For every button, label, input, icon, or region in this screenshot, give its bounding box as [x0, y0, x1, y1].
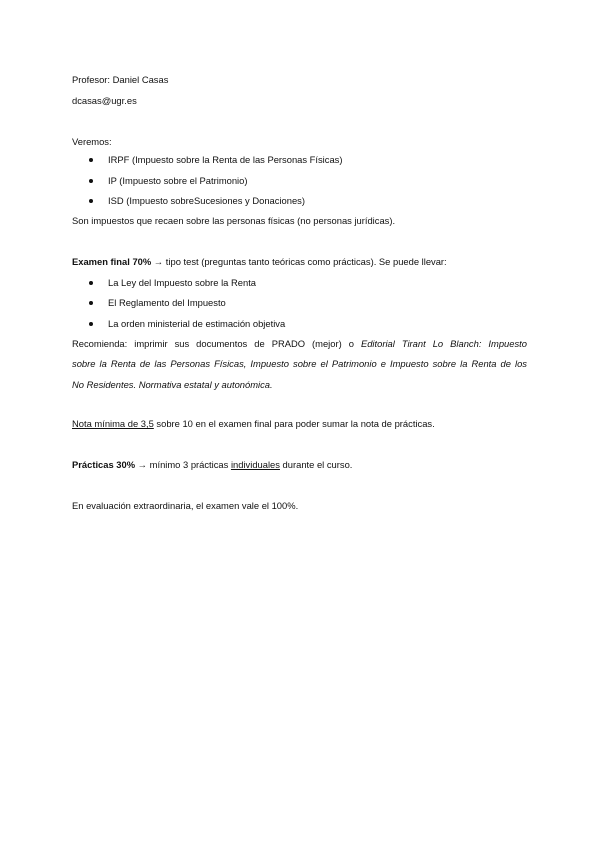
practicas-end: durante el curso.	[279, 459, 353, 470]
bullet-icon	[89, 199, 93, 203]
recomienda-line-1	[72, 338, 527, 350]
bullet-icon	[89, 322, 93, 326]
recomienda-line-2: sobre la Renta de las Personas Físicas, Impuesto sobre el Patrimonio e Impuesto sobre la Renta de los	[72, 358, 527, 369]
professor-email: dcasas@ugr.es	[72, 95, 137, 106]
practicas-label: Prácticas 30%	[72, 459, 136, 470]
nota-minima-label: Nota mínima de 3,5	[72, 418, 154, 429]
veremos-item-irpf: IRPF (Impuesto sobre la Renta de las Personas Físicas)	[108, 154, 343, 165]
examen-item-ley: La Ley del Impuesto sobre la Renta	[108, 277, 257, 288]
veremos-note: Son impuestos que recaen sobre las personas físicas (no personas jurídicas).	[72, 215, 396, 226]
veremos-item-isd: ISD (Impuesto sobreSucesiones y Donaciones)	[108, 195, 305, 206]
bullet-icon	[89, 281, 93, 285]
practicas-line	[72, 459, 352, 471]
nota-minima-text: sobre 10 en el examen final para poder sumar la nota de prácticas.	[153, 418, 435, 429]
examen-label: Examen final 70%	[72, 256, 152, 267]
extraordinaria-note: En evaluación extraordinaria, el examen vale el 100%.	[72, 500, 299, 511]
bullet-icon	[89, 301, 93, 305]
examen-line	[72, 256, 447, 268]
examen-description: → tipo test (preguntas tanto teóricas como prácticas). Se puede llevar:	[151, 256, 447, 267]
bullet-icon	[89, 158, 93, 162]
nota-minima-line	[72, 418, 435, 430]
bullet-icon	[89, 179, 93, 183]
professor-name: Profesor: Daniel Casas	[72, 74, 169, 85]
recomienda-book-title-start: Editorial Tirant Lo Blanch: Impuesto	[360, 338, 527, 349]
practicas-individuales: individuales	[230, 459, 280, 470]
examen-item-reglamento: El Reglamento del Impuesto	[108, 297, 226, 308]
recomienda-line-3: No Residentes. Normativa estatal y autonómica.	[72, 379, 273, 390]
examen-item-orden: La orden ministerial de estimación objetiva	[108, 318, 286, 329]
veremos-heading: Veremos:	[72, 136, 112, 147]
recomienda-text: Recomienda: imprimir sus documentos de PRADO (mejor) o	[72, 338, 361, 349]
veremos-item-ip: IP (Impuesto sobre el Patrimonio)	[108, 175, 248, 186]
practicas-middle: → mínimo 3 prácticas	[135, 459, 231, 470]
